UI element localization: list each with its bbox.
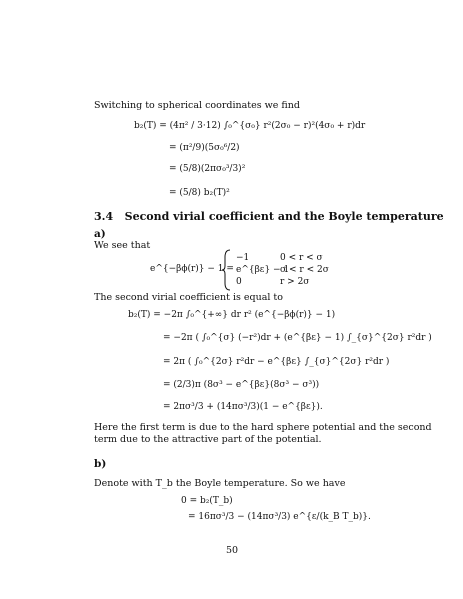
equation-line: = 16πσ³/3 − (14πσ³/3) e^{ε/(k_B T_b)}.	[188, 512, 371, 522]
case-value: e^{βε} − 1	[236, 265, 290, 275]
page-number: 50	[226, 545, 239, 556]
intro-paragraph: Switching to spherical coordinates we find	[94, 100, 300, 111]
equation-line: = −2π ( ∫₀^{σ} (−r²)dr + (e^{βε} − 1) ∫_{σ}^{2σ} r²dr )	[163, 333, 432, 343]
equation-line: = 2π ( ∫₀^{2σ} r²dr − e^{βε} ∫_{σ}^{2σ} r²dr )	[163, 357, 390, 367]
brace-icon	[222, 249, 232, 291]
section-title: Second virial coefficient and the Boyle temperature	[124, 210, 444, 223]
subsection-label-b: b)	[94, 458, 107, 470]
we-see-that-text: We see that	[94, 240, 151, 251]
equation-line: b₂(T) = −2π ∫₀^{+∞} dr r² (e^{−βϕ(r)} − 1)	[128, 310, 336, 320]
piecewise-lhs: e^{−βϕ(r)} − 1 =	[150, 264, 234, 274]
case-condition: r > 2σ	[280, 277, 310, 287]
case-condition: 0 < r < σ	[280, 253, 323, 263]
case-value: −1	[236, 253, 250, 263]
equation-line: = (5/8) b₂(T)²	[169, 188, 230, 198]
equation-line: = (5/8)(2πσ₀³/3)²	[169, 164, 246, 174]
virial-paragraph: The second virial coefficient is equal to	[94, 292, 283, 303]
equation-line: = (π²/9)(5σ₀⁶/2)	[169, 143, 240, 153]
section-number: 3.4	[94, 210, 114, 223]
equation-line: = 2πσ³/3 + (14πσ³/3)(1 − e^{βε}).	[163, 402, 323, 412]
section-heading	[94, 210, 444, 223]
equation-line: b₂(T) = (4π² / 3·12) ∫₀^{σ₀} r²(2σ₀ − r)²(4σ₀ + r)dr	[134, 121, 366, 131]
case-condition: σ < r < 2σ	[280, 265, 329, 275]
equation-line: 0 = b₂(T_b)	[181, 496, 233, 506]
equation-line: = (2/3)π (8σ³ − e^{βε}(8σ³ − σ³))	[163, 380, 320, 390]
subsection-label-a: a)	[94, 228, 106, 240]
explanation-paragraph: Here the first term is due to the hard sphere potential and the second term due to the attractive part of the potential.	[94, 422, 432, 445]
case-value: 0	[236, 277, 242, 287]
boyle-paragraph: Denote with T_b the Boyle temperature. So we have	[94, 478, 346, 489]
